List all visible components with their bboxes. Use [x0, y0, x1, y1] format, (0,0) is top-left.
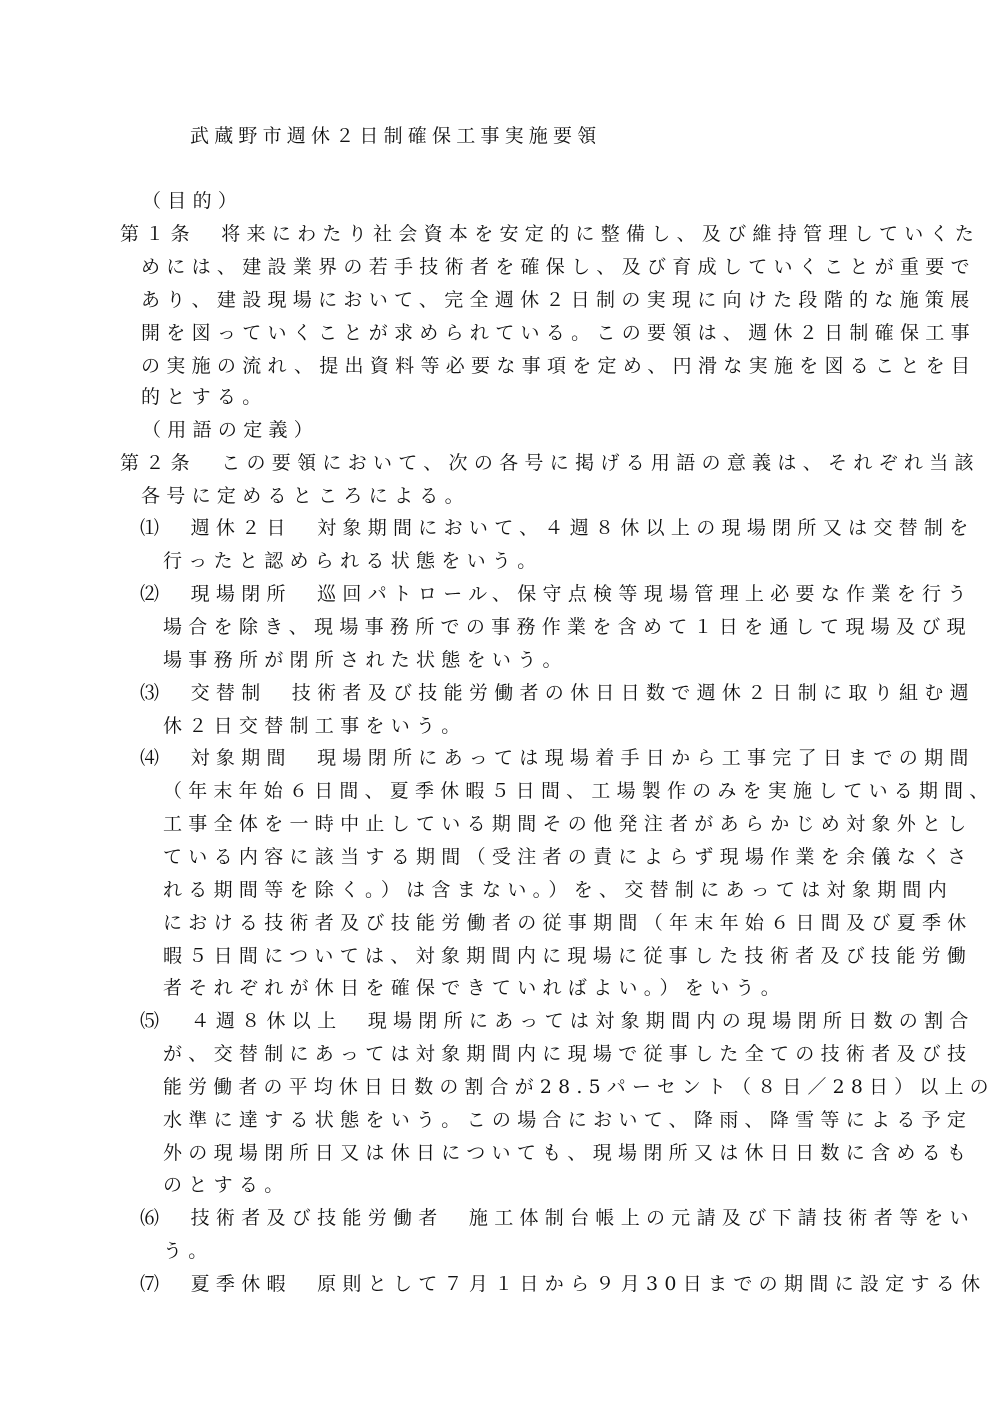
article-1-line-3: あり、建設現場において、完全週休２日制の実現に向けた段階的な施策展: [141, 289, 976, 311]
article-2-line-1: 第２条 この要領において、次の各号に掲げる用語の意義は、それぞれ当該: [120, 452, 980, 474]
article-1-line-4: 開を図っていくことが求められている。この要領は、週休２日制確保工事: [141, 322, 976, 344]
item-5-line-6: のとする。: [163, 1174, 290, 1196]
article-1-line-5: の実施の流れ、提出資料等必要な事項を定め、円滑な実施を図ることを目: [141, 355, 977, 377]
item-5-line-2: が、交替制にあっては対象期間内に現場で従事した全ての技術者及び技: [163, 1043, 973, 1065]
item-4-line-2: （年末年始６日間、夏季休暇５日間、工場製作のみを実施している期間、: [163, 780, 995, 802]
item-4-line-3: 工事全体を一時中止している期間その他発注者があらかじめ対象外とし: [163, 813, 973, 835]
item-6-line-2: う。: [163, 1240, 214, 1262]
item-1-line-1: ⑴ 週休２日 対象期間において、４週８休以上の現場閉所又は交替制を: [140, 517, 975, 539]
item-4-line-7: 暇５日間については、対象期間内に現場に従事した技術者及び技能労働: [163, 945, 973, 967]
item-3-line-1: ⑶ 交替制 技術者及び技能労働者の休日日数で週休２日制に取り組む週: [140, 682, 975, 704]
article-1-line-1: 第１条 将来にわたり社会資本を安定的に整備し、及び維持管理していくた: [120, 223, 981, 245]
item-2-line-1: ⑵ 現場閉所 巡回パトロール、保守点検等現場管理上必要な作業を行う: [140, 583, 973, 605]
item-5-line-5: 外の現場閉所日又は休日についても、現場閉所又は休日日数に含めるも: [163, 1142, 973, 1164]
article-1-line-2: めには、建設業界の若手技術者を確保し、及び育成していくことが重要で: [141, 256, 976, 278]
item-2-line-3: 場事務所が閉所された状態をいう。: [163, 649, 568, 671]
item-5-line-3: 能労働者の平均休日日数の割合が28.5パーセント（８日／28日）以上の: [163, 1076, 995, 1098]
item-4-line-4: ている内容に該当する期間（受注者の責によらず現場作業を余儀なくさ: [163, 846, 973, 868]
item-5-line-1: ⑸ ４週８休以上 現場閉所にあっては対象期間内の現場閉所日数の割合: [140, 1010, 975, 1032]
section-heading-definitions: （用語の定義）: [142, 419, 320, 441]
item-4-line-6: における技術者及び技能労働者の従事期間（年末年始６日間及び夏季休: [163, 912, 973, 934]
item-4-line-5: れる期間等を除く。）は含まない。）を、交替制にあっては対象期間内: [163, 879, 954, 901]
section-heading-purpose: （目的）: [142, 190, 244, 212]
item-7-line-1: ⑺ 夏季休暇 原則として７月１日から９月30日までの期間に設定する休: [140, 1273, 987, 1295]
item-4-line-8: 者それぞれが休日を確保できていればよい。）をいう。: [163, 977, 787, 999]
document-title: 武蔵野市週休２日制確保工事実施要領: [190, 125, 602, 147]
item-3-line-2: 休２日交替制工事をいう。: [163, 715, 467, 737]
item-5-line-4: 水準に達する状態をいう。この場合において、降雨、降雪等による予定: [163, 1109, 973, 1131]
article-1-line-6: 的とする。: [141, 386, 268, 408]
item-2-line-2: 場合を除き、現場事務所での事務作業を含めて１日を通して現場及び現: [163, 616, 972, 638]
item-4-line-1: ⑷ 対象期間 現場閉所にあっては現場着手日から工事完了日までの期間: [140, 747, 975, 769]
item-6-line-1: ⑹ 技術者及び技能労働者 施工体制台帳上の元請及び下請技術者等をい: [140, 1207, 975, 1229]
article-2-line-2: 各号に定めるところによる。: [141, 485, 470, 507]
item-1-line-2: 行ったと認められる状態をいう。: [163, 550, 543, 572]
